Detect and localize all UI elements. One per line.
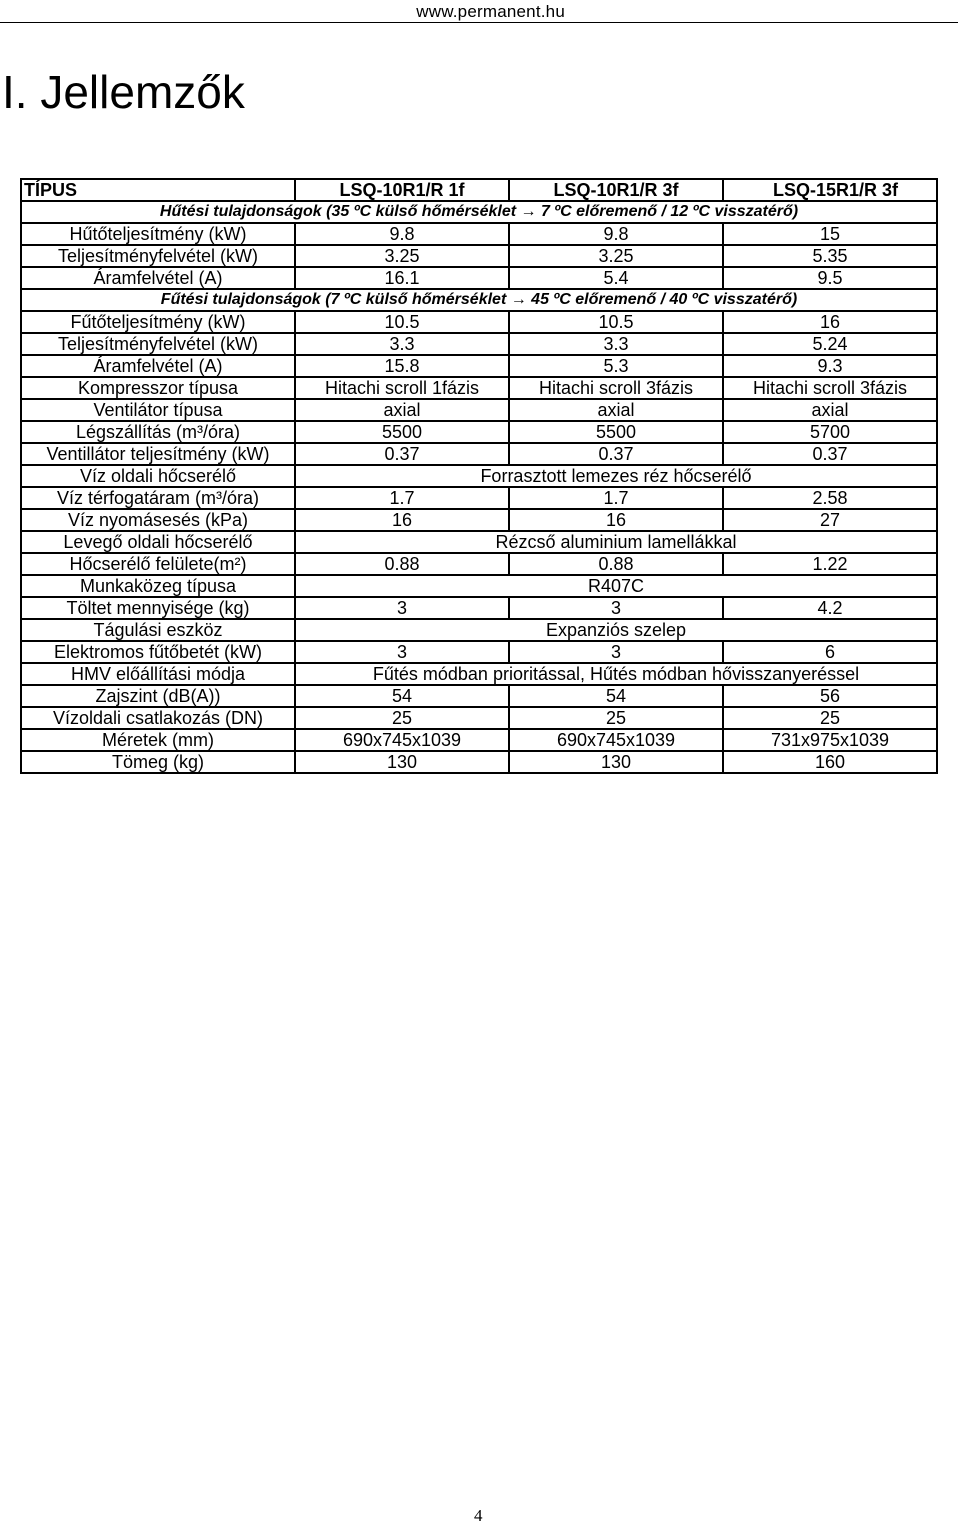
row-label: Víz oldali hőcserélő xyxy=(21,465,295,487)
row-value: 3.25 xyxy=(509,245,723,267)
row-value: 1.22 xyxy=(723,553,937,575)
row-value: 54 xyxy=(295,685,509,707)
row-value: 130 xyxy=(295,751,509,773)
row-label: Kompresszor típusa xyxy=(21,377,295,399)
row-value: 3.25 xyxy=(295,245,509,267)
row-label: Elektromos fűtőbetét (kW) xyxy=(21,641,295,663)
row-label: Tágulási eszköz xyxy=(21,619,295,641)
row-value: 690x745x1039 xyxy=(509,729,723,751)
row-value: 16 xyxy=(723,311,937,333)
row-value: axial xyxy=(723,399,937,421)
row-label: Ventillátor teljesítmény (kW) xyxy=(21,443,295,465)
row-value: Hitachi scroll 1fázis xyxy=(295,377,509,399)
row-value: 9.8 xyxy=(295,223,509,245)
row-value: 0.88 xyxy=(295,553,509,575)
table-row xyxy=(21,267,937,289)
table-row xyxy=(21,641,937,663)
row-value: 3 xyxy=(295,597,509,619)
row-label: Méretek (mm) xyxy=(21,729,295,751)
table-row xyxy=(21,223,937,245)
table-row xyxy=(21,575,937,597)
row-value: 5.24 xyxy=(723,333,937,355)
row-label: Teljesítményfelvétel (kW) xyxy=(21,245,295,267)
row-label: Vízoldali csatlakozás (DN) xyxy=(21,707,295,729)
table-row xyxy=(21,729,937,751)
row-label: Áramfelvétel (A) xyxy=(21,355,295,377)
page-number: 4 xyxy=(474,1506,483,1525)
row-value: 5.4 xyxy=(509,267,723,289)
section-heading: Hűtési tulajdonságok (35 ºC külső hőmérséklet → 7 ºC előremenő / 12 ºC visszatérő) xyxy=(21,201,937,223)
table-row xyxy=(21,377,937,399)
row-value: 5.35 xyxy=(723,245,937,267)
row-value: 0.37 xyxy=(509,443,723,465)
row-value: 4.2 xyxy=(723,597,937,619)
table-row xyxy=(21,685,937,707)
row-value: 9.5 xyxy=(723,267,937,289)
row-value: 731x975x1039 xyxy=(723,729,937,751)
row-value: Hitachi scroll 3fázis xyxy=(723,377,937,399)
table-row xyxy=(21,399,937,421)
table-row xyxy=(21,663,937,685)
row-value: 16.1 xyxy=(295,267,509,289)
table-row xyxy=(21,355,937,377)
row-label: Víz térfogatáram (m³/óra) xyxy=(21,487,295,509)
row-value: 1.7 xyxy=(295,487,509,509)
table-row xyxy=(21,619,937,641)
header-divider xyxy=(0,22,958,23)
row-value: 15.8 xyxy=(295,355,509,377)
row-label: Levegő oldali hőcserélő xyxy=(21,531,295,553)
section-row-cooling xyxy=(21,201,937,223)
table-row xyxy=(21,487,937,509)
row-label: Ventilátor típusa xyxy=(21,399,295,421)
row-value-merged: Rézcső aluminium lamellákkal xyxy=(295,531,937,553)
row-value: 56 xyxy=(723,685,937,707)
row-label: Légszállítás (m³/óra) xyxy=(21,421,295,443)
section-row-heating xyxy=(21,289,937,311)
row-value: 5500 xyxy=(295,421,509,443)
row-value-merged: Fűtés módban prioritással, Hűtés módban hővisszanyeréssel xyxy=(295,663,937,685)
row-label: Teljesítményfelvétel (kW) xyxy=(21,333,295,355)
row-value: 27 xyxy=(723,509,937,531)
row-value: 1.7 xyxy=(509,487,723,509)
row-label: Munkaközeg típusa xyxy=(21,575,295,597)
spec-table xyxy=(20,178,938,774)
row-value: 690x745x1039 xyxy=(295,729,509,751)
table-row xyxy=(21,531,937,553)
column-header: LSQ-15R1/R 3f xyxy=(723,179,937,201)
row-label: Zajszint (dB(A)) xyxy=(21,685,295,707)
table-row xyxy=(21,465,937,487)
row-value: 0.37 xyxy=(723,443,937,465)
row-value: 9.8 xyxy=(509,223,723,245)
row-label: Víz nyomásesés (kPa) xyxy=(21,509,295,531)
row-value: 5.3 xyxy=(509,355,723,377)
table-row xyxy=(21,751,937,773)
row-value: 16 xyxy=(295,509,509,531)
row-value: 0.37 xyxy=(295,443,509,465)
table-row xyxy=(21,245,937,267)
table-row xyxy=(21,333,937,355)
row-value: 3 xyxy=(509,641,723,663)
table-row xyxy=(21,509,937,531)
row-label: Hűtőteljesítmény (kW) xyxy=(21,223,295,245)
row-value: 10.5 xyxy=(509,311,723,333)
row-value: 130 xyxy=(509,751,723,773)
page-title: I. Jellemzők xyxy=(2,66,245,118)
table-row xyxy=(21,707,937,729)
row-value-merged: R407C xyxy=(295,575,937,597)
table-row xyxy=(21,311,937,333)
row-value: 25 xyxy=(723,707,937,729)
row-value: 160 xyxy=(723,751,937,773)
row-value: 15 xyxy=(723,223,937,245)
row-value: 3 xyxy=(509,597,723,619)
row-value-merged: Forrasztott lemezes réz hőcserélő xyxy=(295,465,937,487)
row-value: 9.3 xyxy=(723,355,937,377)
row-value: axial xyxy=(509,399,723,421)
row-label: Hőcserélő felülete(m²) xyxy=(21,553,295,575)
table-header-row xyxy=(21,179,937,201)
row-value-merged: Expanziós szelep xyxy=(295,619,937,641)
section-heading: Fűtési tulajdonságok (7 ºC külső hőmérséklet → 45 ºC előremenő / 40 ºC visszatérő) xyxy=(21,289,937,311)
row-value: 3 xyxy=(295,641,509,663)
table-row xyxy=(21,597,937,619)
row-label: Fűtőteljesítmény (kW) xyxy=(21,311,295,333)
row-value: 0.88 xyxy=(509,553,723,575)
row-value: 54 xyxy=(509,685,723,707)
column-header: LSQ-10R1/R 1f xyxy=(295,179,509,201)
row-value: 5500 xyxy=(509,421,723,443)
row-label: HMV előállítási módja xyxy=(21,663,295,685)
row-value: 5700 xyxy=(723,421,937,443)
row-label: Áramfelvétel (A) xyxy=(21,267,295,289)
column-header: TÍPUS xyxy=(21,179,295,201)
site-url: www.permanent.hu xyxy=(416,2,565,21)
table-row xyxy=(21,553,937,575)
row-value: Hitachi scroll 3fázis xyxy=(509,377,723,399)
table-row xyxy=(21,443,937,465)
row-value: 3.3 xyxy=(295,333,509,355)
row-value: 16 xyxy=(509,509,723,531)
row-value: 25 xyxy=(509,707,723,729)
row-value: 10.5 xyxy=(295,311,509,333)
row-label: Tömeg (kg) xyxy=(21,751,295,773)
table-row xyxy=(21,421,937,443)
row-value: axial xyxy=(295,399,509,421)
column-header: LSQ-10R1/R 3f xyxy=(509,179,723,201)
row-value: 3.3 xyxy=(509,333,723,355)
row-value: 6 xyxy=(723,641,937,663)
row-value: 25 xyxy=(295,707,509,729)
row-label: Töltet mennyisége (kg) xyxy=(21,597,295,619)
row-value: 2.58 xyxy=(723,487,937,509)
